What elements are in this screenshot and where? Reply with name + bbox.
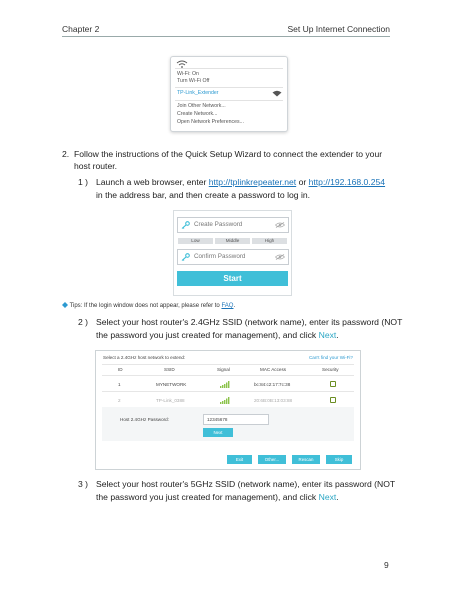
key-icon [181,221,190,229]
sub2-number: 2 ) [78,317,89,327]
sub1-line1: Launch a web browser, enter http://tplinkrepeater.net or http://192.168.0.254 [96,177,386,187]
step2-text: Follow the instructions of the Quick Setup Wizard to connect the extender to your host router. [74,149,383,171]
strength-middle: Middle [215,238,250,244]
confirm-password-field[interactable] [177,249,289,265]
signal-icon [220,397,230,404]
col-mac: MAC Access [260,367,287,372]
key-icon [181,253,190,261]
cant-find-link[interactable]: Can't find your Wi-Fi? [308,355,353,360]
col-ssid: SSID [164,367,175,372]
wifi-network-extender[interactable]: TP-Link_Extender [177,90,219,96]
tplinkrepeater-link[interactable]: http://tplinkrepeater.net [208,177,297,187]
page-number: 9 [384,560,389,570]
col-id: ID [118,367,123,372]
rescan-button[interactable]: Rescan [292,455,320,464]
host-network-panel [95,350,361,470]
wifi-signal-icon [272,90,282,97]
login-panel [173,210,292,296]
host-prompt: Select a 2.4GHz host network to extend: [103,355,186,360]
next-word: Next [318,330,337,340]
eye-icon[interactable] [275,222,285,228]
sub2-line2: the password you just created for management), and click Next. [96,330,339,340]
create-password-placeholder: Create Password [194,221,243,228]
sub1-number: 1 ) [78,177,89,187]
signal-icon [220,381,230,388]
col-security: Security [322,367,339,372]
section-label: Set Up Internet Connection [287,24,390,34]
row2-ssid: TP-Link_0388 [156,398,185,403]
row1-ssid: MYNETWORK [156,382,187,387]
confirm-password-placeholder: Confirm Password [194,253,246,260]
wifi-icon [176,60,188,68]
lock-icon [330,381,336,387]
strength-low: Low [178,238,213,244]
header-rule [62,36,390,37]
sub1-line2: in the address bar, and then create a password to log in. [96,190,311,200]
wifi-menu [170,56,288,132]
skip-button[interactable]: Skip [326,455,352,464]
wifi-turn-off[interactable]: Turn Wi-Fi Off [177,78,210,84]
col-signal: Signal [217,367,230,372]
start-button[interactable]: Start [177,271,288,286]
tip-icon [62,302,68,308]
sub3-line2: the password you just created for management), and click Next. [96,492,339,502]
exit-button[interactable]: Exit [227,455,252,464]
sub2-line1: Select your host router's 2.4GHz SSID (network name), enter its password (NOT [96,317,403,327]
row1-id: 1 [118,382,121,387]
ip-link[interactable]: http://192.168.0.254 [308,177,386,187]
tips-line: Tips: If the login window does not appear, please refer to FAQ. [62,302,235,309]
next-word: Next [318,492,337,502]
create-password-field[interactable] [177,217,289,233]
sub3-line1: Select your host router's 5GHz SSID (network name), enter its password (NOT [96,479,396,489]
strength-high: High [252,238,287,244]
chapter-label: Chapter 2 [62,24,100,34]
host-password-label: Host 2.4GHz Password: [120,417,170,422]
faq-link[interactable]: FAQ [221,303,234,309]
sub3-number: 3 ) [78,479,89,489]
step2-number: 2. [62,149,70,159]
row1-mac: bc:84:c2:17:7c:38 [254,382,291,387]
wifi-open-prefs[interactable]: Open Network Preferences... [177,119,244,125]
wifi-create-network[interactable]: Create Network... [177,111,218,117]
lock-icon [330,397,336,403]
eye-icon[interactable] [275,254,285,260]
next-button[interactable]: Next [203,428,233,437]
wifi-status: Wi-Fi: On [177,71,199,77]
other-button[interactable]: Other... [258,455,286,464]
wifi-join-other[interactable]: Join Other Network... [177,103,226,109]
row2-mac: 20:6B:0B:13:03:88 [254,398,293,403]
host-password-input[interactable]: 12345678 [203,414,269,425]
row2-id: 2 [118,398,121,403]
